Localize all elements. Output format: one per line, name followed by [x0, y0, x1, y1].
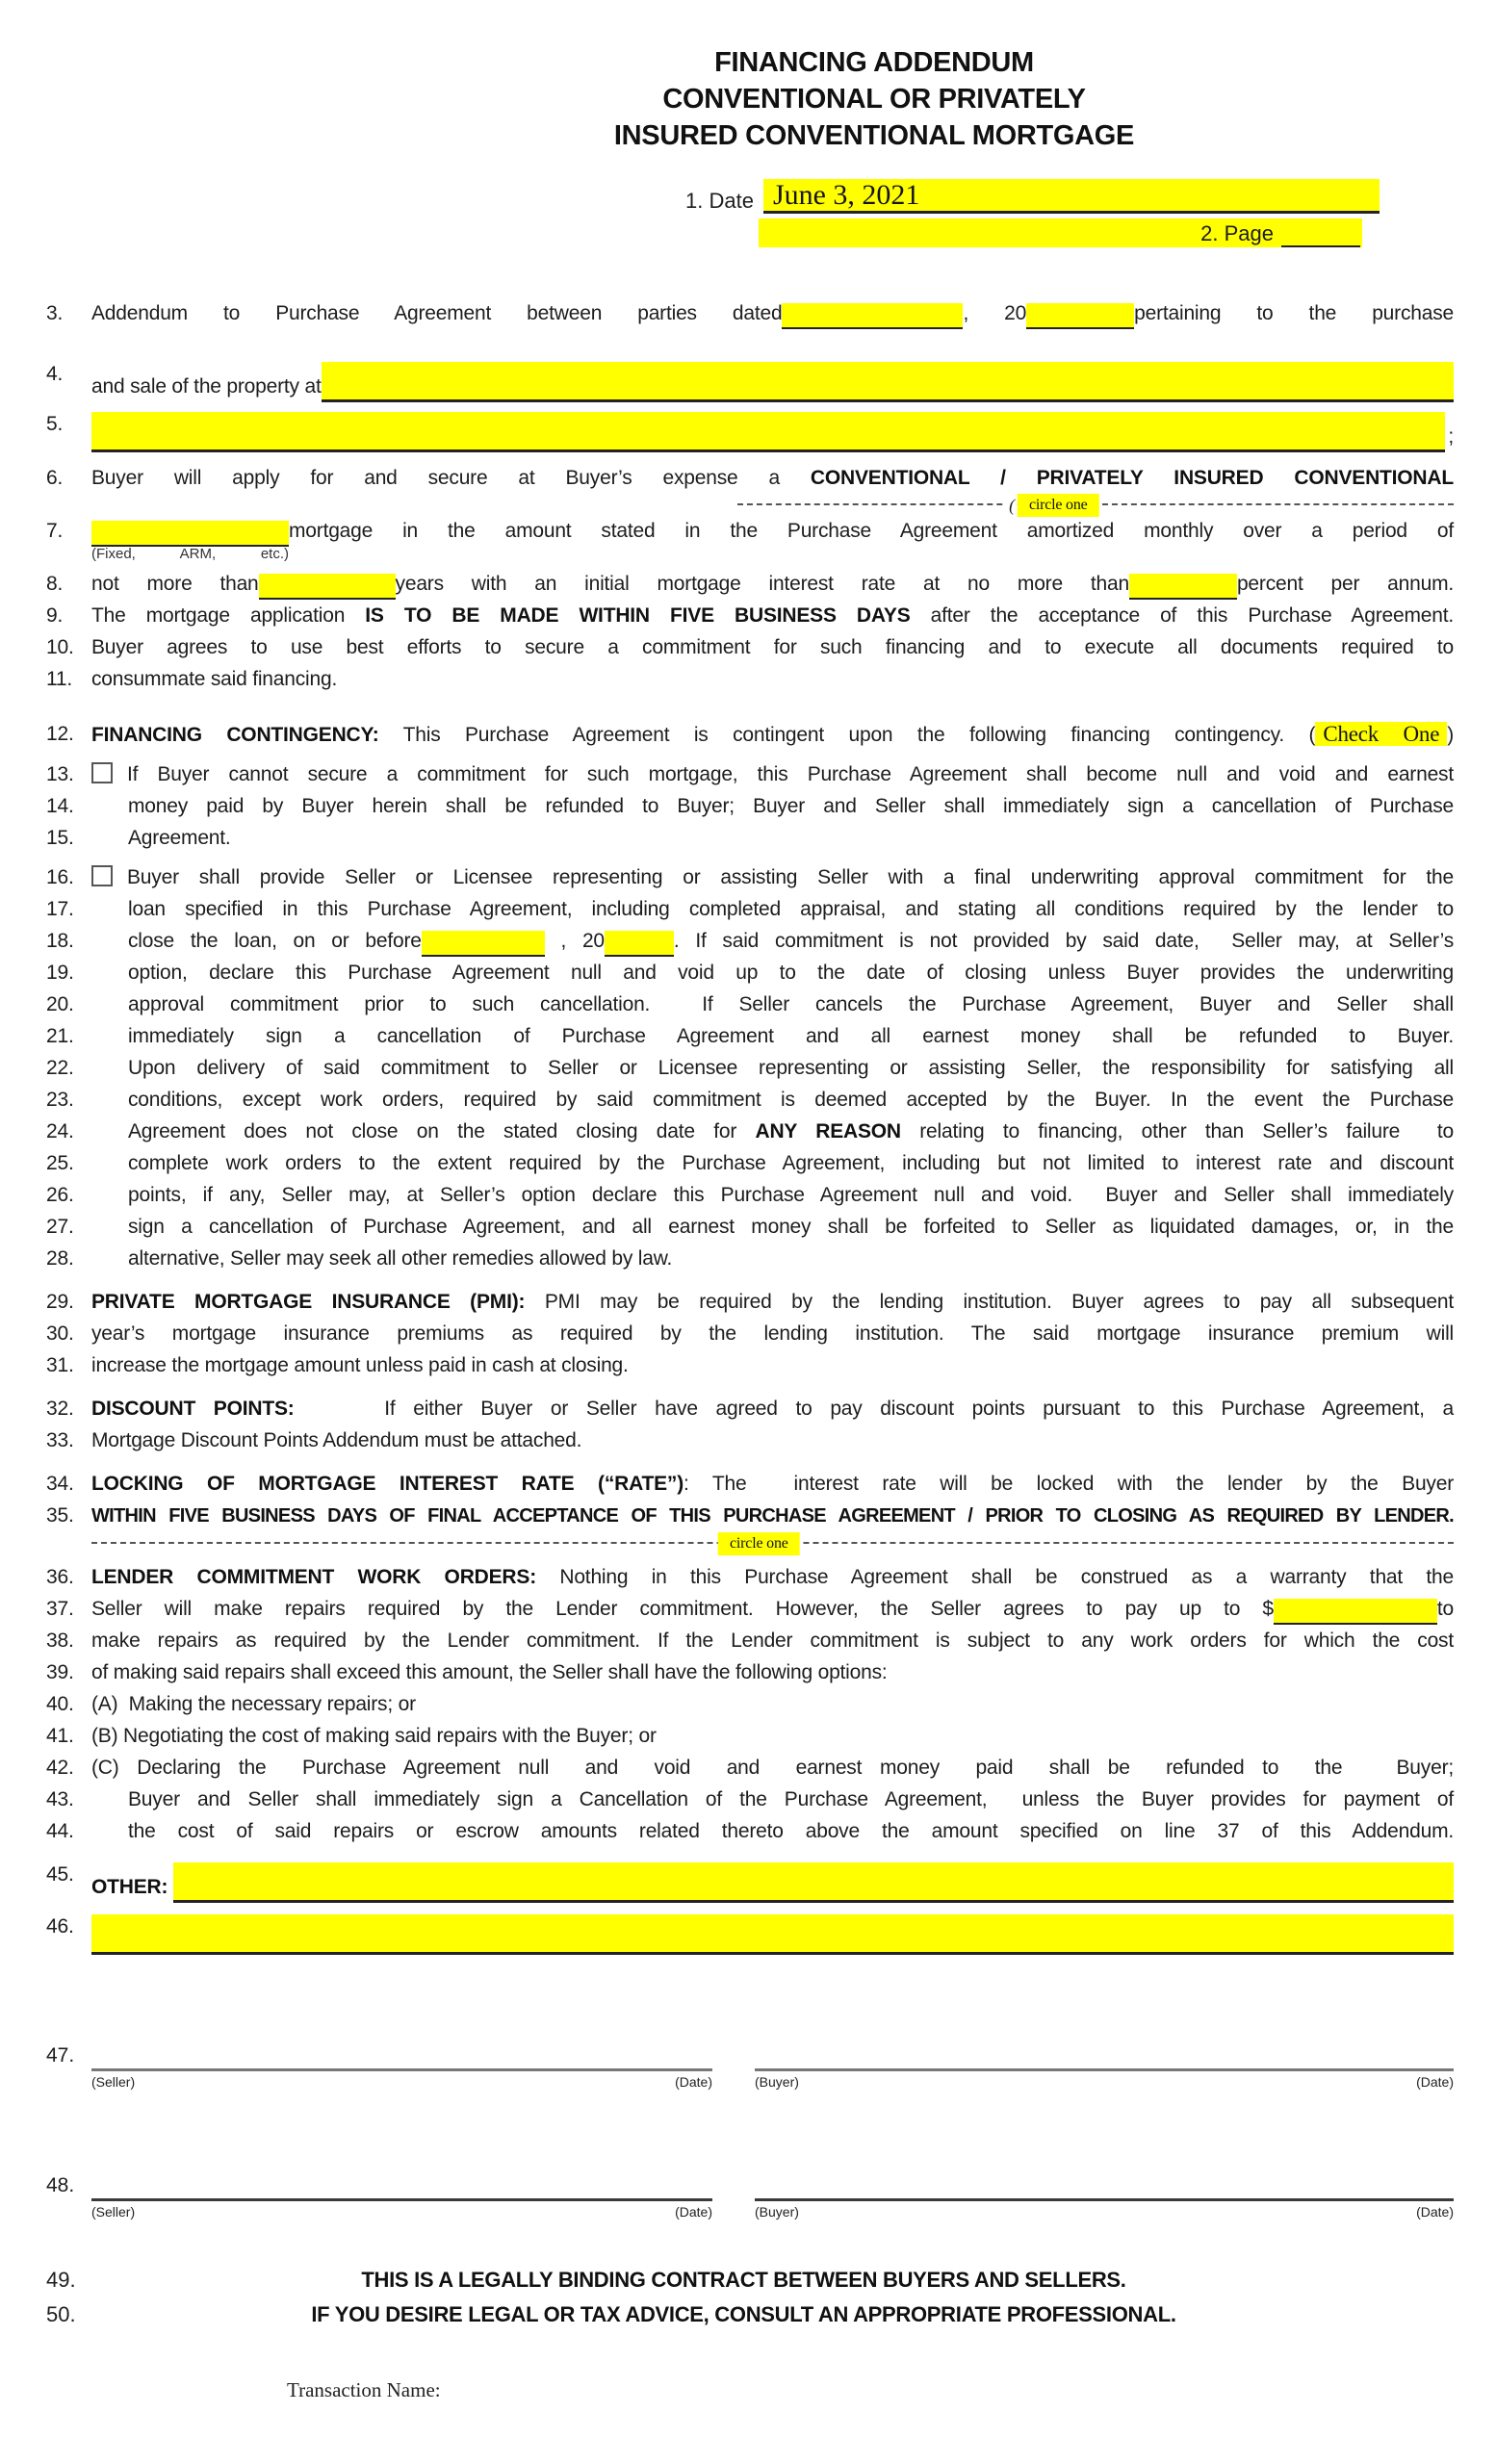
line-number: 42.	[46, 1757, 74, 1779]
purchase-agreement-year-blank[interactable]	[1026, 303, 1134, 329]
line-number: 34.	[46, 1473, 74, 1495]
form-line-25	[46, 1147, 1454, 1179]
line-number: 22.	[46, 1057, 74, 1079]
line-content	[91, 1393, 1454, 1424]
line-number: 6.	[46, 467, 64, 489]
line-content	[91, 758, 1454, 790]
line-content	[91, 358, 1454, 402]
line-content	[91, 1784, 1454, 1815]
circle-one-divider	[46, 1532, 1454, 1552]
seller-label: (Seller)	[91, 2204, 136, 2220]
line-text: money paid by Buyer herein shall be refunded to Buyer; Buyer and Seller shall immediately sign a cancellation of Purchase	[128, 795, 1454, 817]
form-line-11	[46, 663, 1454, 695]
date-field[interactable]	[763, 179, 1380, 214]
line-text: If Buyer cannot secure a commitment for such mortgage, this Purchase Agreement shall become null and void and earnest	[127, 763, 1454, 785]
line-number: 14.	[46, 795, 74, 817]
line-number: 37.	[46, 1598, 74, 1620]
line-content	[91, 1911, 1454, 1955]
form-line-32	[46, 1393, 1454, 1424]
line-number: 39.	[46, 1661, 74, 1683]
line-number: 47.	[46, 2044, 75, 2066]
seller-signature-block	[91, 2040, 712, 2092]
line-number: 49.	[46, 2268, 76, 2292]
line-number: 38.	[46, 1630, 74, 1652]
line-number: 45.	[46, 1863, 74, 1886]
line-text-bold: IS TO BE MADE WITHIN FIVE BUSINESS DAYS	[365, 604, 911, 627]
contingency-option-2-checkbox[interactable]	[91, 865, 113, 886]
line-content	[91, 1593, 1454, 1625]
line-text: pertaining to the purchase	[1134, 302, 1454, 324]
page-row	[759, 218, 1454, 247]
line-text: (C) Declaring the Purchase Agreement null and void and earnest money paid shall be refunded to the Buyer;	[91, 1757, 1454, 1779]
line-text: This Purchase Agreement is contingent upon the following financing contingency. (	[378, 724, 1316, 746]
form-line-3	[46, 297, 1454, 329]
page-number-blank[interactable]	[1281, 222, 1360, 247]
form-line-49	[46, 2263, 1454, 2297]
line-number: 8.	[46, 573, 64, 595]
date-row	[685, 179, 1454, 214]
open-paren: (	[1006, 494, 1018, 517]
line-text: Mortgage Discount Points Addendum must be attached.	[91, 1429, 582, 1451]
legally-binding-notice: THIS IS A LEGALLY BINDING CONTRACT BETWEEN BUYERS AND SELLERS.	[361, 2268, 1126, 2292]
line-content	[91, 718, 1454, 751]
line-text: sign a cancellation of Purchase Agreement, and all earnest money shall be forfeited to Seller as liquidated damages, or, in the	[128, 1216, 1454, 1238]
line-text: If either Buyer or Seller have agreed to pay discount points pursuant to this Purchase Agreement, a	[294, 1398, 1454, 1420]
line-content	[91, 1500, 1454, 1532]
line-text: option, declare this Purchase Agreement null and void up to the date of closing unless Buyer provides the underwriting	[128, 962, 1454, 984]
line-number: 18.	[46, 930, 74, 952]
line-number: 32.	[46, 1398, 74, 1420]
form-line-24	[46, 1116, 1454, 1147]
line-number: 7.	[46, 520, 64, 542]
line-text: approval commitment prior to such cancellation. If Seller cancels the Purchase Agreement, Buyer and Seller shall	[128, 993, 1454, 1015]
line-number: 5.	[46, 413, 64, 435]
line-text: ;	[1448, 425, 1454, 448]
divider-dashed-line	[737, 496, 1454, 515]
interest-rate-blank[interactable]	[1129, 574, 1237, 600]
line-number: 24.	[46, 1120, 74, 1142]
line-text: Buyer shall provide Seller or Licensee representing or assisting Seller with a final underwriting approval commitment for the	[127, 866, 1454, 888]
line-number: 4.	[46, 363, 64, 385]
form-line-39	[46, 1656, 1454, 1688]
signature-labels	[91, 2201, 712, 2222]
line-content	[91, 1859, 1454, 1903]
buyer-label: (Buyer)	[755, 2074, 799, 2090]
line-text: relating to financing, other than Seller’s failure to	[900, 1120, 1454, 1142]
line-content	[91, 1116, 1454, 1147]
repair-amount-blank[interactable]	[1274, 1599, 1437, 1625]
line-content	[91, 1052, 1454, 1084]
page-label: 2. Page	[1200, 221, 1274, 245]
line-text: year’s mortgage insurance premiums as required by the lending institution. The said mortgage insurance premium will	[91, 1322, 1454, 1345]
line-content	[91, 1752, 1454, 1784]
form-line-18	[46, 925, 1454, 957]
circle-one-chip	[1006, 494, 1098, 517]
line-text: The mortgage application	[91, 604, 366, 627]
line-content	[91, 408, 1454, 452]
line-text: loan specified in this Purchase Agreement, including completed appraisal, and stating all conditions required by the lender to	[128, 898, 1454, 920]
circle-one-label: circle one	[1018, 494, 1099, 517]
line-text: alternative, Seller may seek all other remedies allowed by law.	[128, 1247, 673, 1270]
line-content	[91, 1656, 1454, 1688]
line-number: 9.	[46, 604, 64, 627]
line-text-bold: LENDER COMMITMENT WORK ORDERS:	[91, 1566, 536, 1588]
document-title	[272, 44, 1476, 154]
line-number: 33.	[46, 1429, 74, 1451]
form-line-28	[46, 1243, 1454, 1274]
line-text: points, if any, Seller may, at Seller’s option declare this Purchase Agreement null and void. Buyer and Seller shall immediately	[128, 1184, 1454, 1206]
line-content	[91, 1688, 1454, 1720]
circle-one-divider	[46, 494, 1454, 513]
check-one-highlight: Check One	[1315, 722, 1447, 746]
line-content	[91, 462, 1454, 494]
commitment-year-blank[interactable]	[605, 931, 674, 957]
line-text: , 20	[963, 302, 1027, 324]
form-line-50	[46, 2297, 1454, 2332]
form-line-15	[46, 822, 1454, 854]
line-number: 46.	[46, 1915, 74, 1938]
line-content	[91, 515, 1454, 562]
property-address-blank[interactable]	[322, 362, 1454, 402]
line-content	[91, 790, 1454, 822]
line-text: Buyer agrees to use best efforts to secure a commitment for such financing and to execute all documents required to	[91, 636, 1454, 658]
line-content	[91, 1561, 1454, 1593]
form-line-31	[46, 1349, 1454, 1381]
line-text: years with an initial mortgage interest rate at no more than	[395, 573, 1129, 595]
form-line-44	[46, 1815, 1454, 1847]
form-line-27	[46, 1211, 1454, 1243]
date-value: June 3, 2021	[772, 179, 920, 211]
line-text: immediately sign a cancellation of Purchase Agreement and all earnest money shall be refunded to Buyer.	[128, 1025, 1454, 1047]
signature-row-48	[46, 2169, 1454, 2222]
form-line-22	[46, 1052, 1454, 1084]
signature-labels	[755, 2071, 1454, 2092]
line-text: (A) Making the necessary repairs; or	[91, 1693, 416, 1715]
line-content	[91, 1318, 1454, 1349]
line-number: 16.	[46, 866, 74, 888]
form-line-30	[46, 1318, 1454, 1349]
form-line-9	[46, 600, 1454, 631]
form-line-26	[46, 1179, 1454, 1211]
line-number: 27.	[46, 1216, 74, 1238]
line-number: 10.	[46, 636, 74, 658]
line-number: 44.	[46, 1820, 74, 1842]
form-line-38	[46, 1625, 1454, 1656]
signature-row-47	[46, 2040, 1454, 2092]
line-number: 25.	[46, 1152, 74, 1174]
line-content	[91, 1179, 1454, 1211]
line-number: 19.	[46, 962, 74, 984]
mortgage-type-blank[interactable]	[91, 521, 289, 562]
property-address-blank-2[interactable]	[91, 412, 1445, 452]
document-body	[46, 297, 1454, 1955]
line-content	[91, 1468, 1454, 1500]
other-blank-1[interactable]	[173, 1862, 1454, 1903]
line-text: not more than	[91, 573, 259, 595]
title-line-2: CONVENTIONAL OR PRIVATELY	[662, 84, 1086, 115]
line-number: 13.	[46, 763, 74, 785]
line-number: 12.	[46, 723, 74, 745]
circle-one-chip	[718, 1532, 800, 1555]
form-line-14	[46, 790, 1454, 822]
line-text: )	[1447, 724, 1454, 746]
line-text: (B) Negotiating the cost of making said repairs with the Buyer; or	[91, 1725, 657, 1747]
line-content	[91, 893, 1454, 925]
seller-label: (Seller)	[91, 2074, 136, 2090]
line-text: complete work orders to the extent required by the Purchase Agreement, including but not limited to interest rate and discount	[128, 1152, 1454, 1174]
line-text: Buyer and Seller shall immediately sign a Cancellation of the Purchase Agreement, unless the Buyer provides for payment of	[128, 1788, 1454, 1810]
line-number: 36.	[46, 1566, 74, 1588]
line-content	[91, 822, 1454, 854]
form-line-6	[46, 462, 1454, 494]
line-text-bold: WITHIN FIVE BUSINESS DAYS OF FINAL ACCEPTANCE OF THIS PURCHASE AGREEMENT / PRIOR TO CLOSING AS REQUIRED BY LENDER.	[91, 1505, 1454, 1527]
form-line-37	[46, 1593, 1454, 1625]
blank-caption: (Fixed, ARM, etc.)	[91, 546, 289, 562]
title-line-3: INSURED CONVENTIONAL MORTGAGE	[613, 120, 1135, 151]
line-text: Agreement.	[128, 827, 231, 849]
circle-one-label: circle one	[718, 1532, 800, 1555]
line-text: after the acceptance of this Purchase Agreement.	[910, 604, 1454, 627]
line-number: 28.	[46, 1247, 74, 1270]
form-line-46	[46, 1911, 1454, 1955]
line-content	[91, 1286, 1454, 1318]
commitment-date-blank[interactable]	[422, 931, 545, 957]
line-number: 3.	[46, 302, 64, 324]
line-text-bold: LOCKING OF MORTGAGE INTEREST RATE (“RATE”)	[91, 1473, 684, 1495]
transaction-name-label: Transaction Name:	[287, 2378, 441, 2401]
line-number: 40.	[46, 1693, 74, 1715]
page-field	[759, 218, 1362, 247]
line-text: make repairs as required by the Lender commitment. If the Lender commitment is subject to any work orders for which the cost	[91, 1630, 1454, 1652]
form-line-8	[46, 568, 1454, 600]
line-content	[91, 568, 1454, 600]
line-text-bold: FINANCING CONTINGENCY:	[91, 724, 379, 746]
form-line-40	[46, 1688, 1454, 1720]
line-number: 11.	[46, 668, 73, 690]
line-text: Addendum to Purchase Agreement between parties dated	[91, 302, 783, 324]
buyer-label: (Buyer)	[755, 2204, 799, 2220]
line-number: 21.	[46, 1025, 74, 1047]
years-blank[interactable]	[259, 574, 396, 600]
line-content	[91, 1211, 1454, 1243]
signature-labels	[755, 2201, 1454, 2222]
line-text-bold: DISCOUNT POINTS:	[91, 1398, 295, 1420]
line-number: 30.	[46, 1322, 74, 1345]
line-text: Nothing in this Purchase Agreement shall be construed as a warranty that the	[536, 1566, 1454, 1588]
date-label: (Date)	[675, 2204, 712, 2220]
line-number: 31.	[46, 1354, 74, 1376]
line-number: 26.	[46, 1184, 74, 1206]
form-line-42	[46, 1752, 1454, 1784]
line-text: the cost of said repairs or escrow amounts related thereto above the amount specified on line 37 of this Addendum.	[128, 1820, 1454, 1842]
line-number: 20.	[46, 993, 74, 1015]
line-text: conditions, except work orders, required by said commitment is deemed accepted by the Buyer. In the event the Purchase	[128, 1089, 1454, 1111]
line-text-bold: OTHER:	[91, 1876, 173, 1898]
form-line-16	[46, 861, 1454, 893]
form-line-41	[46, 1720, 1454, 1752]
seller-signature-block	[91, 2169, 712, 2222]
line-content	[91, 1084, 1454, 1116]
form-line-5	[46, 408, 1454, 452]
form-line-17	[46, 893, 1454, 925]
form-line-34	[46, 1468, 1454, 1500]
form-line-10	[46, 631, 1454, 663]
line-text: close the loan, on or before	[128, 930, 422, 952]
line-content	[91, 957, 1454, 988]
line-content	[91, 925, 1454, 957]
line-text: Buyer will apply for and secure at Buyer’s expense a	[91, 467, 811, 489]
line-content	[91, 663, 1454, 695]
line-text: and sale of the property at	[91, 375, 322, 398]
form-line-7	[46, 515, 1454, 562]
form-line-29	[46, 1286, 1454, 1318]
line-number: 41.	[46, 1725, 74, 1747]
date-label: 1. Date	[685, 189, 754, 213]
form-line-36	[46, 1561, 1454, 1593]
line-number: 43.	[46, 1788, 74, 1810]
line-text-bold: ANY REASON	[755, 1120, 901, 1142]
line-text: of making said repairs shall exceed this amount, the Seller shall have the following options:	[91, 1661, 888, 1683]
contingency-option-1-checkbox[interactable]	[91, 762, 113, 783]
line-text: Agreement does not close on the stated closing date for	[128, 1120, 756, 1142]
line-text: . If said commitment is not provided by said date, Seller may, at Seller’s	[673, 930, 1454, 952]
other-blank-2[interactable]	[91, 1914, 1454, 1955]
line-content	[91, 631, 1454, 663]
line-content	[91, 1147, 1454, 1179]
date-label: (Date)	[1416, 2204, 1454, 2220]
form-line-35	[46, 1500, 1454, 1532]
line-number: 17.	[46, 898, 74, 920]
line-number: 29.	[46, 1291, 74, 1313]
line-content	[91, 1020, 1454, 1052]
date-label: (Date)	[675, 2074, 712, 2090]
line-content	[91, 600, 1454, 631]
line-text-bold: CONVENTIONAL / PRIVATELY INSURED CONVENTIONAL	[810, 467, 1454, 489]
form-line-33	[46, 1424, 1454, 1456]
line-content	[91, 1424, 1454, 1456]
form-line-43	[46, 1784, 1454, 1815]
line-content	[91, 1720, 1454, 1752]
form-line-12	[46, 718, 1454, 751]
line-text: Upon delivery of said commitment to Seller or Licensee representing or assisting Seller, the responsibility for satisfying all	[128, 1057, 1454, 1079]
line-content	[91, 988, 1454, 1020]
line-content	[91, 1243, 1454, 1274]
line-content	[91, 297, 1454, 329]
line-text-bold: PRIVATE MORTGAGE INSURANCE (PMI):	[91, 1291, 526, 1313]
form-line-13	[46, 758, 1454, 790]
line-content	[91, 1625, 1454, 1656]
line-text: increase the mortgage amount unless paid in cash at closing.	[91, 1354, 629, 1376]
line-text: PMI may be required by the lending institution. Buyer agrees to pay all subsequent	[525, 1291, 1455, 1313]
line-number: 35.	[46, 1504, 74, 1527]
line-text: consummate said financing.	[91, 668, 338, 690]
form-line-4	[46, 358, 1454, 402]
form-line-45	[46, 1859, 1454, 1903]
form-line-20	[46, 988, 1454, 1020]
form-line-19	[46, 957, 1454, 988]
line-text: mortgage in the amount stated in the Purchase Agreement amortized monthly over a period of	[289, 520, 1454, 542]
line-text: : The interest rate will be locked with the lender by the Buyer	[684, 1473, 1454, 1495]
title-line-1: FINANCING ADDENDUM	[714, 47, 1034, 78]
divider-dashed-line	[91, 1535, 1454, 1552]
line-text: Seller will make repairs required by the Lender commitment. However, the Seller agrees to pay up to $	[91, 1598, 1274, 1620]
line-text: , 20	[544, 930, 605, 952]
date-label: (Date)	[1416, 2074, 1454, 2090]
line-content	[91, 1349, 1454, 1381]
form-line-21	[46, 1020, 1454, 1052]
buyer-signature-block	[755, 2169, 1454, 2222]
line-number: 23.	[46, 1089, 74, 1111]
line-content	[91, 1815, 1454, 1847]
legal-advice-notice: IF YOU DESIRE LEGAL OR TAX ADVICE, CONSULT AN APPROPRIATE PROFESSIONAL.	[311, 2302, 1176, 2326]
line-text: percent per annum.	[1236, 573, 1455, 595]
signature-labels	[91, 2071, 712, 2092]
buyer-signature-block	[755, 2040, 1454, 2092]
line-number: 50.	[46, 2302, 76, 2326]
purchase-agreement-date-blank[interactable]	[782, 303, 963, 329]
line-content	[91, 861, 1454, 893]
line-number: 15.	[46, 827, 74, 849]
form-line-23	[46, 1084, 1454, 1116]
line-number: 48.	[46, 2174, 75, 2196]
line-text: to	[1436, 1598, 1454, 1620]
